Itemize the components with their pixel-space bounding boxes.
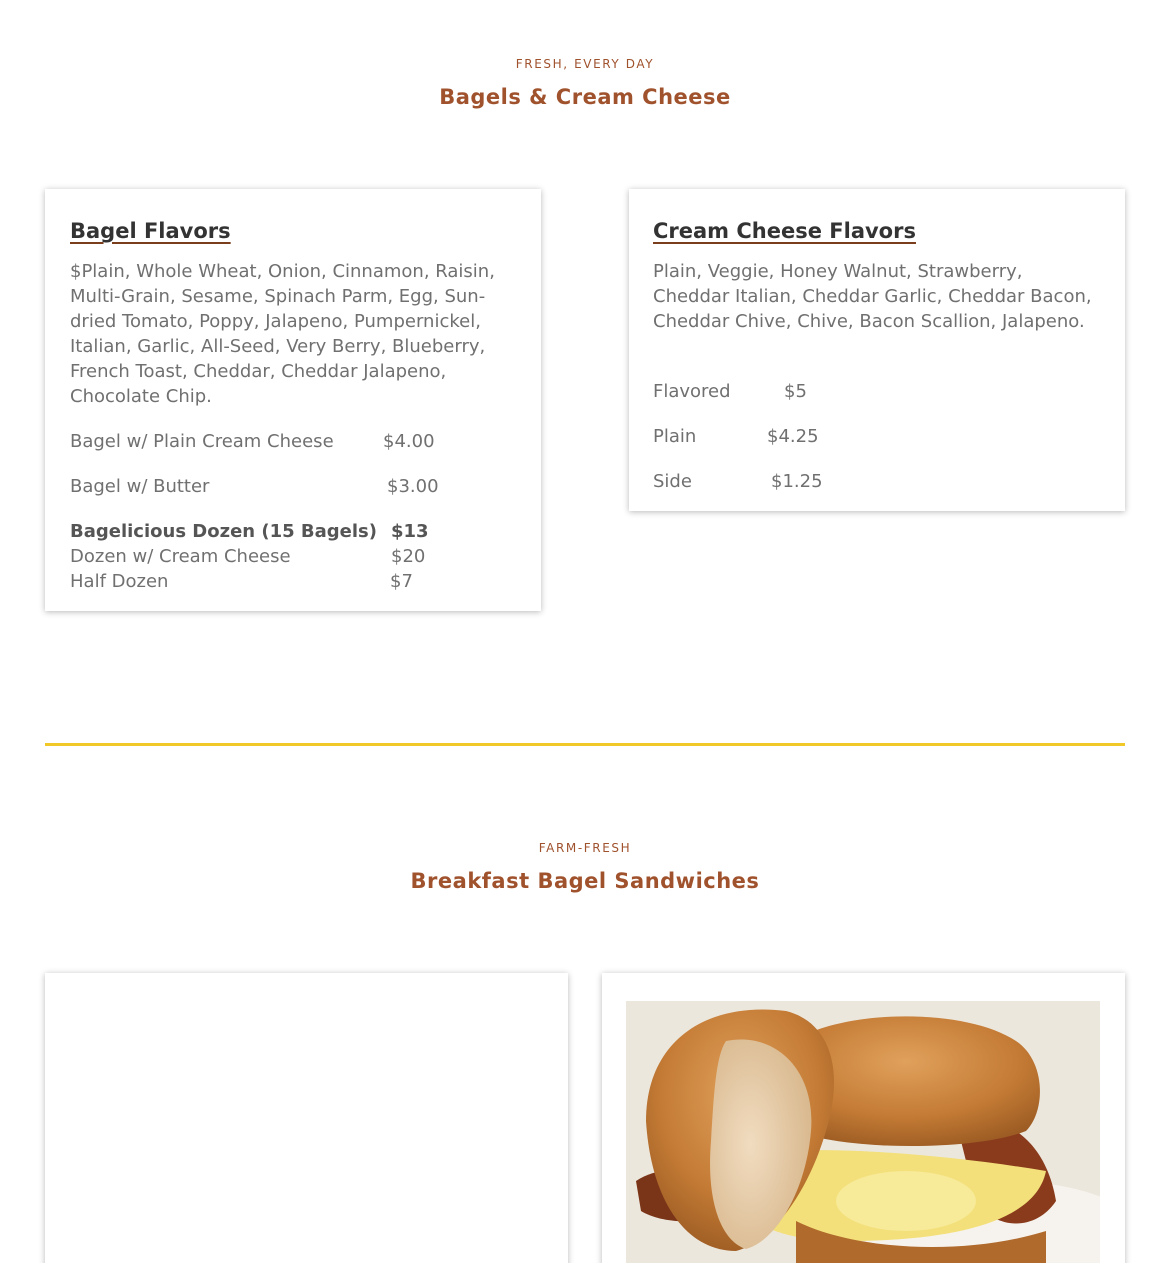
sandwich-card xyxy=(602,973,1125,1263)
price-item: Bagel w/ Plain Cream Cheese xyxy=(70,431,334,452)
price-item: Bagelicious Dozen (15 Bagels) xyxy=(70,521,377,542)
cream-cheese-card xyxy=(629,189,1125,511)
bagels-eyebrow: FRESH, EVERY DAY xyxy=(515,57,655,71)
bagel-sandwich-photo xyxy=(626,1001,1100,1263)
bagel-flavors-title: Bagel Flavors xyxy=(70,219,231,243)
sandwich-eyebrow: FARM-FRESH xyxy=(538,841,632,855)
bagels-section-title: Bagels & Cream Cheese xyxy=(439,85,731,109)
sandwich-card-empty xyxy=(45,973,568,1263)
price-value: $1.25 xyxy=(771,471,823,492)
price-value: $4.25 xyxy=(767,426,819,447)
price-item: Side xyxy=(653,471,692,492)
cream-cheese-description: Plain, Veggie, Honey Walnut, Strawberry, Cheddar Italian, Cheddar Garlic, Cheddar Bacon, Cheddar Chive, Chive, Bacon Scallion, Jalapeno. xyxy=(653,261,1092,332)
price-value: $13 xyxy=(391,521,429,542)
price-value: $5 xyxy=(784,381,807,402)
bagels-section-header xyxy=(0,57,1170,109)
bagel-flavors-description: $Plain, Whole Wheat, Onion, Cinnamon, Raisin, Multi-Grain, Sesame, Spinach Parm, Egg, Sun-dried Tomato, Poppy, Jalapeno, Pumpernickel, Italian, Garlic, All-Seed, Very Berry, Blueberry, French Toast, Cheddar, Cheddar Jalapeno, Chocolate Chip. xyxy=(70,261,495,407)
cream-cheese-title: Cream Cheese Flavors xyxy=(653,219,916,243)
price-value: $7 xyxy=(390,571,413,592)
price-item: Flavored xyxy=(653,381,731,402)
price-value: $4.00 xyxy=(383,431,435,452)
sandwich-section-header xyxy=(0,841,1170,893)
price-value: $3.00 xyxy=(387,476,439,497)
sandwich-section-title: Breakfast Bagel Sandwiches xyxy=(410,869,760,893)
price-item: Dozen w/ Cream Cheese xyxy=(70,546,291,567)
price-item: Half Dozen xyxy=(70,571,169,592)
bagel-sandwich-image-icon xyxy=(626,1001,1100,1263)
price-item: Plain xyxy=(653,426,697,447)
price-item: Bagel w/ Butter xyxy=(70,476,210,497)
price-value: $20 xyxy=(391,546,426,567)
bagel-flavors-card xyxy=(45,189,541,611)
section-divider xyxy=(45,743,1125,746)
